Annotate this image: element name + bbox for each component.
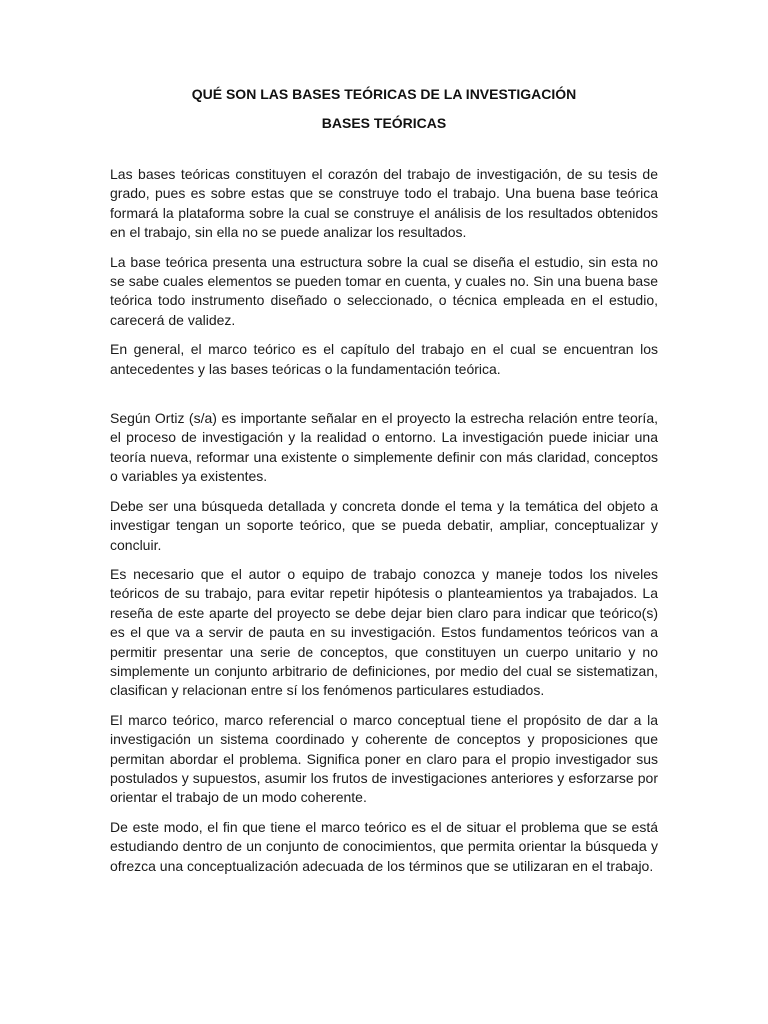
paragraph: En general, el marco teórico es el capítulo del trabajo en el cual se encuentran los antecedentes y las bases teóricas o la fundamentación teórica. [110, 341, 658, 377]
document-subtitle: BASES TEÓRICAS [321, 115, 447, 131]
paragraph: Según Ortiz (s/a) es importante señalar en el proyecto la estrecha relación entre teoría, el proceso de investigación y la realidad o entorno. La investigación puede iniciar una teoría nueva, reformar una existente o simplemente definir con más claridad, conceptos o variables ya existentes. [110, 410, 658, 485]
paragraph: Es necesario que el autor o equipo de trabajo conozca y maneje todos los niveles teóricos de su trabajo, para evitar repetir hipótesis o planteamientos ya trabajados. La reseña de este aparte del proyecto se debe dejar bien claro para indicar que teórico(s) es el que va a servir de pauta en su investigación. Estos fundamentos teóricos van a permitir presentar una serie de conceptos, que constituyen un cuerpo unitario y no simplemente un conjunto arbitrario de definiciones, por medio del cual se sistematizan, clasifican y relacionan entre sí los fenómenos particulares estudiados. [110, 565, 658, 699]
paragraph: De este modo, el fin que tiene el marco teórico es el de situar el problema que se está estudiando dentro de un conjunto de conocimientos, que permita orientar la búsqueda y ofrezca una conceptualización adecuada de los términos que se utilizaran en el trabajo. [110, 818, 658, 874]
paragraph: La base teórica presenta una estructura sobre la cual se diseña el estudio, sin esta no se sabe cuales elementos se pueden tomar en cuenta, y cuales no. Sin una buena base teórica todo instrumento diseñado o seleccionado, o técnica empleada en el estudio, carecerá de validez. [110, 253, 658, 328]
document-title: QUÉ SON LAS BASES TEÓRICAS DE LA INVESTIGACIÓN [191, 86, 577, 102]
paragraph: Debe ser una búsqueda detallada y concreta donde el tema y la temática del objeto a investigar tengan un soporte teórico, que se pueda debatir, ampliar, conceptualizar y concluir. [110, 497, 658, 553]
paragraph: Las bases teóricas constituyen el corazón del trabajo de investigación, de su tesis de grado, pues es sobre estas que se construye todo el trabajo. Una buena base teórica formará la plataforma sobre la cual se construye el análisis de los resultados obtenidos en el trabajo, sin ella no se puede analizar los resultados. [110, 166, 658, 241]
paragraph: El marco teórico, marco referencial o marco conceptual tiene el propósito de dar a la investigación un sistema coordinado y coherente de conceptos y proposiciones que permitan abordar el problema. Significa poner en claro para el propio investigador sus postulados y supuestos, asumir los frutos de investigaciones anteriores y esforzarse por orientar el trabajo de un modo coherente. [110, 711, 658, 806]
document-body [110, 165, 658, 886]
